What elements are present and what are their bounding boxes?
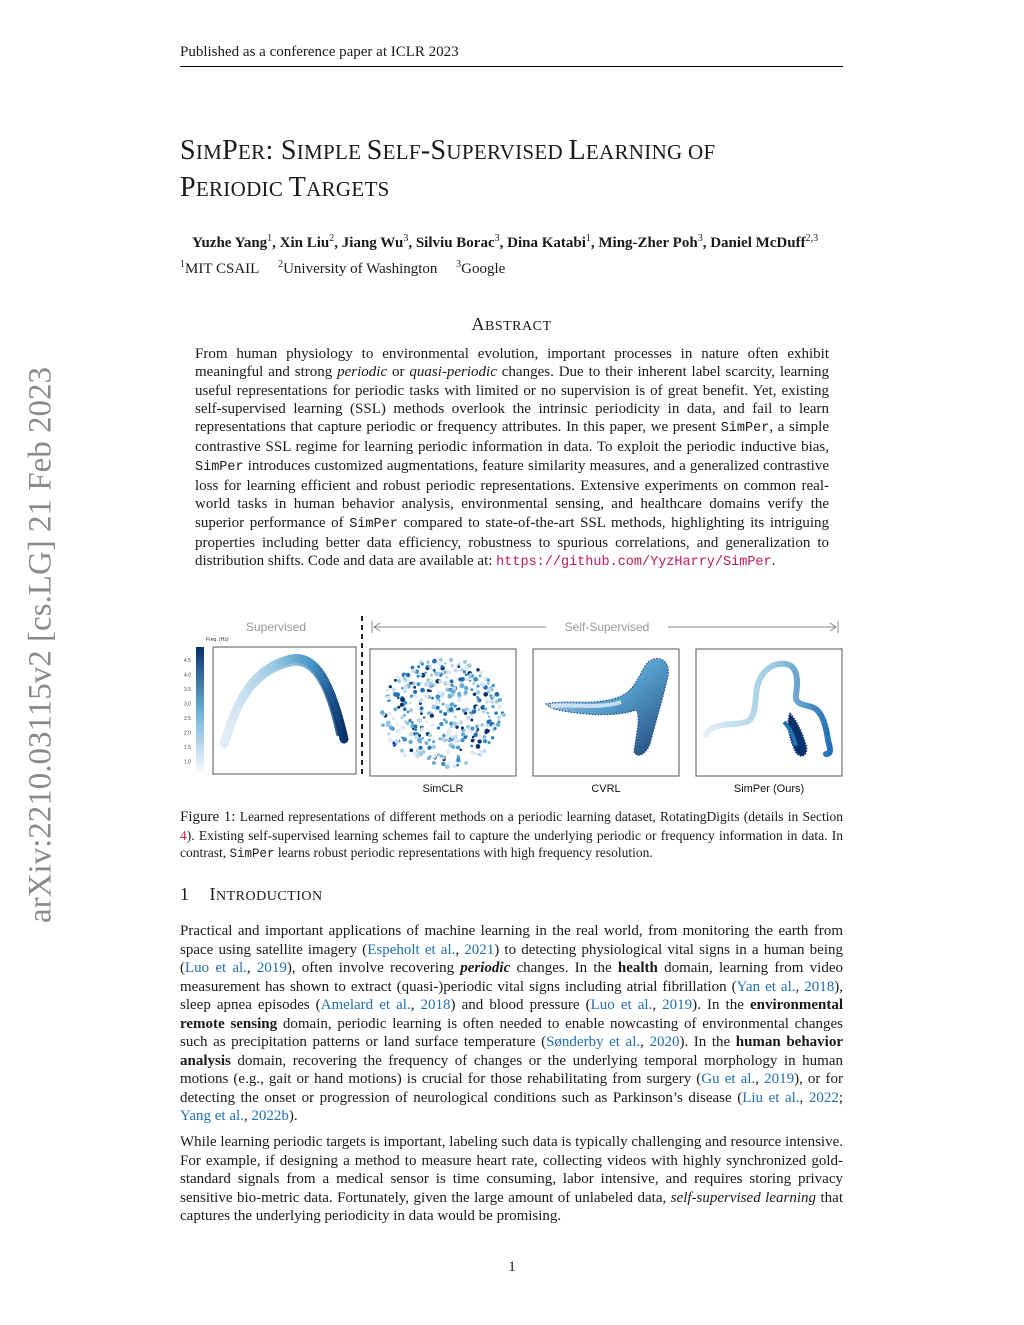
simclr-point — [426, 660, 430, 664]
simclr-point — [406, 681, 408, 683]
simclr-point — [465, 707, 469, 711]
colorbar-tick-label: 1.0 — [184, 759, 191, 766]
simclr-point — [429, 678, 433, 682]
simclr-point — [420, 706, 424, 710]
simclr-point — [416, 682, 420, 686]
citation-link[interactable]: Luo et al. — [590, 997, 653, 1013]
simclr-point — [437, 726, 440, 729]
simclr-point — [431, 697, 434, 700]
colorbar-tick-label: 3.5 — [184, 687, 191, 693]
simclr-point — [438, 679, 442, 683]
simclr-point — [388, 738, 393, 743]
simclr-point — [381, 723, 385, 727]
simclr-point — [494, 711, 497, 714]
simclr-point — [485, 700, 489, 704]
simclr-point — [449, 657, 453, 661]
simclr-point — [452, 764, 457, 769]
simclr-point — [461, 726, 464, 729]
simclr-point — [491, 705, 495, 709]
simclr-point — [446, 682, 450, 686]
simclr-point — [400, 703, 404, 707]
simclr-point — [447, 670, 452, 675]
simclr-point — [460, 677, 465, 682]
simclr-point — [444, 739, 447, 742]
simclr-point — [412, 728, 414, 730]
simclr-point — [419, 698, 424, 703]
citation-link[interactable]: Luo et al. — [185, 960, 247, 976]
panel-label-cvrl: CVRL — [591, 783, 621, 795]
simclr-point — [469, 673, 473, 677]
simclr-point — [470, 719, 473, 722]
simclr-point — [439, 658, 443, 662]
simclr-point — [428, 733, 432, 737]
simclr-point — [458, 707, 461, 710]
colorbar-tick-label: 1.5 — [184, 745, 191, 751]
simclr-point — [472, 709, 477, 714]
simclr-point — [412, 751, 416, 755]
simclr-point — [475, 725, 479, 729]
simclr-point — [457, 755, 460, 758]
simclr-point — [466, 716, 470, 720]
simclr-point — [408, 740, 412, 744]
simclr-point — [424, 672, 426, 674]
simclr-point — [417, 665, 420, 668]
simclr-point — [450, 679, 454, 683]
simclr-point — [494, 692, 499, 697]
simclr-point — [473, 677, 478, 682]
colorbar-ticks — [184, 658, 191, 766]
simclr-point — [424, 695, 429, 700]
simclr-point — [396, 729, 401, 734]
citation-link[interactable]: Sønderby et al. — [546, 1034, 641, 1050]
simclr-point — [401, 725, 406, 730]
simclr-point — [393, 692, 398, 697]
intro-paragraph-2: While learning periodic targets is important, labeling such data is typically challenging and resource intensive. For example, if designing a method to measure heart rate, collecting videos with highly synchronized gold-standard signals from a medical sensor is time consuming, labor intensive, and requires storing privacy sensitive bio-metric data. Fortunately, given the large amount of unlabeled data, self-supervised learning that captures the underlying periodicity in data would be promising. — [180, 1134, 843, 1224]
simclr-point — [456, 758, 460, 762]
simclr-point — [413, 694, 418, 699]
simclr-point — [483, 739, 488, 744]
simclr-point — [463, 729, 466, 732]
simclr-point — [487, 682, 490, 685]
affiliations: $^1$MIT CSAIL $^2$University of Washington $^3$Google — [180, 259, 506, 277]
citation-link[interactable]: Yang et al. — [180, 1108, 244, 1124]
colorbar — [196, 647, 204, 773]
citation-link[interactable]: Espeholt et al. — [367, 941, 456, 958]
section-ref-link[interactable]: 4 — [180, 827, 187, 843]
simclr-point — [472, 682, 475, 685]
simclr-point — [420, 727, 424, 731]
simclr-point — [476, 690, 481, 695]
citation-link[interactable]: Amelard et al. — [320, 997, 411, 1013]
simclr-point — [437, 753, 441, 757]
simclr-point — [400, 749, 404, 753]
simclr-point — [497, 715, 502, 720]
simclr-point — [459, 748, 462, 751]
simclr-point — [458, 697, 462, 701]
simclr-point — [464, 691, 468, 695]
simclr-point — [426, 720, 429, 723]
simclr-point — [411, 668, 416, 673]
figure-1 — [184, 614, 846, 806]
colorbar-tick-label: 4.5 — [184, 658, 191, 664]
simclr-point — [483, 735, 486, 738]
simclr-point — [449, 707, 454, 712]
simclr-point — [397, 706, 400, 709]
running-header: Published as a conference paper at ICLR 2023 — [180, 44, 459, 60]
simclr-point — [476, 684, 479, 687]
section-heading-introduction: 1 INTRODUCTION — [180, 884, 323, 904]
panel-label-simclr: SimCLR — [422, 783, 464, 795]
simclr-point — [502, 713, 506, 717]
author-names: Yuzhe Yang$^1$, Xin Liu$^2$, Jiang Wu$^3$, Silviu Borac$^3$, Dina Katabi$^1$, Ming-Zher Poh$^3$, Daniel McDuff$^{2,3}$ — [192, 233, 819, 251]
simclr-point — [443, 719, 446, 722]
simclr-point — [451, 664, 455, 668]
simclr-point — [415, 753, 420, 758]
simclr-point — [409, 732, 413, 736]
simclr-point — [414, 735, 419, 740]
simclr-point — [439, 691, 443, 695]
simclr-point — [444, 662, 447, 665]
citation-link[interactable]: 2019 — [764, 1071, 795, 1087]
citation-link[interactable]: 2018 — [420, 997, 451, 1013]
simclr-point — [478, 735, 481, 738]
simclr-point — [470, 688, 473, 691]
simclr-point — [465, 666, 469, 670]
simclr-point — [432, 659, 437, 664]
simclr-point — [488, 716, 490, 718]
citation-link[interactable]: 2018 — [804, 978, 835, 995]
simclr-point — [487, 678, 490, 681]
simclr-point — [476, 744, 481, 749]
simclr-point — [482, 684, 485, 687]
simclr-point — [450, 725, 453, 728]
simclr-point — [393, 707, 397, 711]
citation-link[interactable]: 2021 — [464, 941, 495, 958]
simclr-point — [456, 745, 460, 749]
simclr-point — [401, 687, 404, 690]
simclr-point — [403, 707, 407, 711]
simclr-point — [389, 685, 392, 688]
citation-link[interactable]: 2019 — [662, 997, 693, 1013]
simclr-point — [462, 709, 466, 713]
simclr-point — [465, 676, 470, 681]
simclr-point — [439, 722, 444, 727]
supervised-label: Supervised — [245, 620, 307, 634]
simclr-point — [403, 689, 407, 693]
simclr-point — [417, 718, 422, 723]
simclr-point — [470, 745, 473, 748]
simclr-point — [427, 746, 431, 750]
simclr-point — [473, 693, 476, 696]
figure-1-svg — [184, 614, 846, 806]
simclr-point — [397, 679, 401, 683]
simclr-point — [386, 689, 389, 692]
simclr-point — [442, 757, 445, 760]
simclr-point — [428, 665, 431, 668]
simclr-point — [453, 735, 458, 740]
simclr-point — [479, 671, 483, 675]
simclr-point — [394, 739, 399, 744]
figure-1-caption: Figure 1: Learned representations of different methods on a periodic learning dataset, RotatingDigits (details in Section 4). Existing self-supervised learning schemes fail to capture the underlying periodic or frequency information in data. In contrast, SimPer learns robust periodic representations with high frequency resolution. — [180, 809, 843, 861]
simclr-point — [453, 708, 456, 711]
simclr-point — [449, 722, 453, 726]
self-supervised-label: Self-Supervised — [564, 620, 650, 634]
simclr-point — [407, 711, 410, 714]
simclr-point — [416, 675, 419, 678]
simclr-point — [427, 756, 431, 760]
simclr-point — [414, 725, 418, 729]
colorbar-tick-label: 3.0 — [184, 701, 191, 708]
simclr-point — [424, 682, 429, 687]
simclr-point — [472, 736, 475, 739]
simclr-point — [435, 694, 440, 699]
simclr-point — [498, 698, 502, 702]
simclr-point — [409, 748, 413, 752]
simclr-point — [488, 741, 491, 744]
simclr-point — [483, 692, 488, 697]
simclr-point — [487, 712, 490, 715]
code-link[interactable]: https://github.com/YyzHarry/SimPer — [496, 555, 772, 571]
simclr-point — [465, 673, 468, 676]
simclr-point — [442, 734, 445, 737]
citation-link[interactable]: Gu et al. — [701, 1071, 756, 1087]
simclr-point — [386, 696, 391, 701]
citation-link[interactable]: Yan et al. — [736, 978, 796, 995]
simclr-point — [479, 674, 482, 677]
simclr-point — [463, 660, 467, 664]
intro-paragraph-1: Practical and important applications of machine learning in the real world, from monitoring the earth from space using satellite imagery (Espeholt et al., 2021) to detecting physiological vital signs in a human being (Luo et al., 2019), often involve recovering periodic changes. In the health domain, learning from video measurement has shown to extract (quasi-)periodic vital signs including atrial fibrillation (Yan et al., 2018), sleep apnea episodes (Amelard et al., 2018) and blood pressure (Luo et al., 2019). In the environmental remote sensing domain, periodic learning is often needed to enable nowcasting of environmental changes such as precipitation patterns or land surface temperature (Sønderby et al., 2020). In the human behavior analysis domain, recovering the frequency of changes or the underlying temporal morphology in human motions (e.g., gait or hand motions) is crucial for those rehabilitating from surgery (Gu et al., 2019), or for detecting the onset or progression of neurological conditions such as Parkinson’s disease (Liu et al., 2022; Yang et al., 2022b). — [180, 923, 844, 1124]
simclr-point — [491, 736, 494, 739]
simclr-point — [451, 703, 454, 706]
simclr-point — [476, 696, 479, 699]
paper-title: SIMPER: SIMPLE SELF-SUPERVISED LEARNING OF PERIODIC TARGETS — [180, 135, 716, 203]
colorbar-tick-label: 4.0 — [184, 672, 191, 679]
simclr-point — [460, 738, 464, 742]
simclr-point — [402, 737, 407, 742]
simclr-point — [445, 721, 448, 724]
simclr-point — [477, 739, 481, 743]
simclr-point — [404, 685, 408, 689]
simclr-point — [421, 662, 424, 665]
simclr-point — [432, 761, 436, 765]
simclr-point — [435, 700, 439, 704]
simclr-point — [403, 714, 406, 717]
citation-link[interactable]: 2022 — [808, 1089, 839, 1106]
simclr-point — [470, 715, 474, 719]
simclr-point — [436, 706, 440, 710]
simclr-point — [491, 695, 495, 699]
simclr-point — [433, 669, 436, 672]
simclr-point — [471, 739, 475, 743]
simclr-point — [487, 720, 491, 724]
simclr-point — [396, 723, 399, 726]
simclr-point — [482, 705, 485, 708]
simclr-point — [476, 730, 479, 733]
simclr-point — [441, 762, 446, 767]
simclr-point — [443, 712, 447, 716]
simclr-point — [413, 686, 416, 689]
simclr-point — [433, 683, 436, 686]
simclr-point — [475, 706, 479, 710]
simclr-point — [453, 722, 458, 727]
simclr-point — [409, 680, 412, 683]
simclr-point — [478, 750, 483, 755]
simclr-point — [445, 764, 450, 769]
page-number: 1 — [508, 1259, 516, 1275]
simclr-point — [458, 666, 460, 668]
simclr-point — [430, 674, 433, 677]
simclr-point — [439, 710, 442, 713]
simclr-point — [409, 702, 412, 705]
simclr-point — [397, 697, 399, 699]
simclr-point — [464, 686, 469, 691]
simclr-point — [447, 728, 452, 733]
simclr-point — [387, 732, 391, 736]
simclr-point — [424, 741, 428, 745]
simclr-point — [432, 740, 435, 743]
abstract-text: From human physiology to environmental evolution, important processes in nature often exhibit meaningful and strong periodic or quasi-periodic changes. Due to their inherent label scarcity, learning useful representations for periodic tasks with limited or no supervision is of great benefit. Yet, existing self-supervised learning (SSL) methods overlook the intrinsic periodicity in data, and fail to learn representations that capture periodic or frequency attributes. In this paper, we present SimPer, a simple contrastive SSL regime for learning periodic information in data. To exploit the periodic inductive bias, SimPer introduces customized augmentations, feature similarity measures, and a generalized contrastive loss for learning efficient and robust periodic representations. Extensive experiments on common real-world tasks in human behavior analysis, environmental sensing, and healthcare domains verify the superior performance of SimPer compared to state-of-the-art SSL methods, highlighting its intriguing properties including better data efficiency, robustness to spurious correlations, and generalization to distribution shifts. Code and data are available at: https://github.com/YyzHarry/SimPer. — [195, 346, 829, 571]
simclr-point — [454, 668, 458, 672]
simclr-point — [457, 692, 461, 696]
simclr-point — [432, 745, 436, 749]
simclr-point — [465, 735, 467, 737]
simclr-point — [466, 725, 470, 729]
simclr-point — [474, 752, 477, 755]
arxiv-stamp-text: arXiv:2210.03115v2 [cs.LG] 21 Feb 2023 — [22, 366, 59, 924]
header-rule — [180, 66, 843, 67]
simclr-point — [422, 737, 424, 739]
simclr-point — [477, 700, 479, 702]
simclr-point — [408, 719, 412, 723]
simclr-point — [490, 700, 494, 704]
simclr-point — [452, 686, 456, 690]
simclr-point — [458, 720, 462, 724]
simclr-point — [498, 705, 501, 708]
simclr-point — [403, 680, 406, 683]
simclr-point — [442, 703, 445, 706]
abstract-heading: ABSTRACT — [471, 314, 552, 334]
simclr-point — [445, 704, 450, 709]
simclr-point — [448, 739, 451, 742]
simclr-point — [441, 665, 444, 668]
simclr-point — [431, 705, 436, 710]
simclr-point — [471, 727, 475, 731]
simclr-point — [413, 690, 417, 694]
simclr-point — [420, 681, 423, 684]
simclr-point — [428, 739, 431, 742]
simclr-point — [446, 750, 450, 754]
simclr-point — [420, 688, 425, 693]
citation-link[interactable]: 2022b — [251, 1108, 289, 1124]
simclr-point — [448, 761, 451, 764]
simclr-point — [392, 688, 396, 692]
simclr-point — [484, 707, 487, 710]
simclr-point — [463, 670, 467, 674]
simclr-point — [456, 764, 459, 767]
simclr-point — [423, 716, 426, 719]
simclr-point — [388, 712, 391, 715]
simclr-point — [437, 661, 441, 665]
simclr-point — [494, 727, 497, 730]
simclr-point — [476, 668, 479, 671]
simclr-point — [429, 690, 431, 692]
simclr-point — [450, 684, 453, 687]
simclr-point — [451, 745, 455, 749]
simclr-point — [416, 750, 420, 754]
citation-link[interactable]: 2019 — [256, 960, 287, 976]
simclr-point — [485, 731, 488, 734]
panel-label-simper: SimPer (Ours) — [733, 783, 805, 795]
simclr-point — [446, 733, 451, 738]
colorbar-tick-label: 2.0 — [184, 730, 191, 737]
simclr-point — [406, 673, 410, 677]
citation-link[interactable]: Liu et al. — [742, 1089, 800, 1106]
simclr-point — [380, 710, 385, 715]
simclr-point — [430, 723, 433, 726]
colorbar-title: Freq. (Hz) — [206, 637, 229, 643]
simclr-point — [393, 744, 396, 747]
simclr-point — [435, 672, 439, 676]
simclr-point — [409, 708, 413, 712]
author-block — [180, 228, 920, 280]
citation-link[interactable]: 2020 — [649, 1034, 680, 1050]
simclr-point — [445, 676, 448, 679]
simclr-point — [469, 709, 472, 712]
simclr-point — [454, 716, 457, 719]
simclr-point — [394, 679, 397, 682]
simclr-point — [461, 732, 465, 736]
arxiv-stamp — [20, 350, 62, 940]
simclr-point — [403, 701, 407, 705]
simclr-point — [389, 726, 394, 731]
simclr-point — [456, 678, 458, 680]
simclr-point — [464, 761, 468, 765]
simclr-point — [451, 693, 455, 697]
simclr-point — [456, 739, 460, 743]
simclr-point — [459, 683, 464, 688]
simclr-point — [402, 753, 406, 757]
simclr-point — [392, 717, 395, 720]
simclr-point — [429, 682, 433, 686]
simclr-point — [433, 756, 436, 759]
simclr-point — [420, 712, 423, 715]
simclr-point — [478, 724, 481, 727]
colorbar-tick-label: 2.5 — [184, 716, 191, 722]
simclr-point — [496, 722, 501, 727]
simclr-point — [427, 712, 430, 715]
